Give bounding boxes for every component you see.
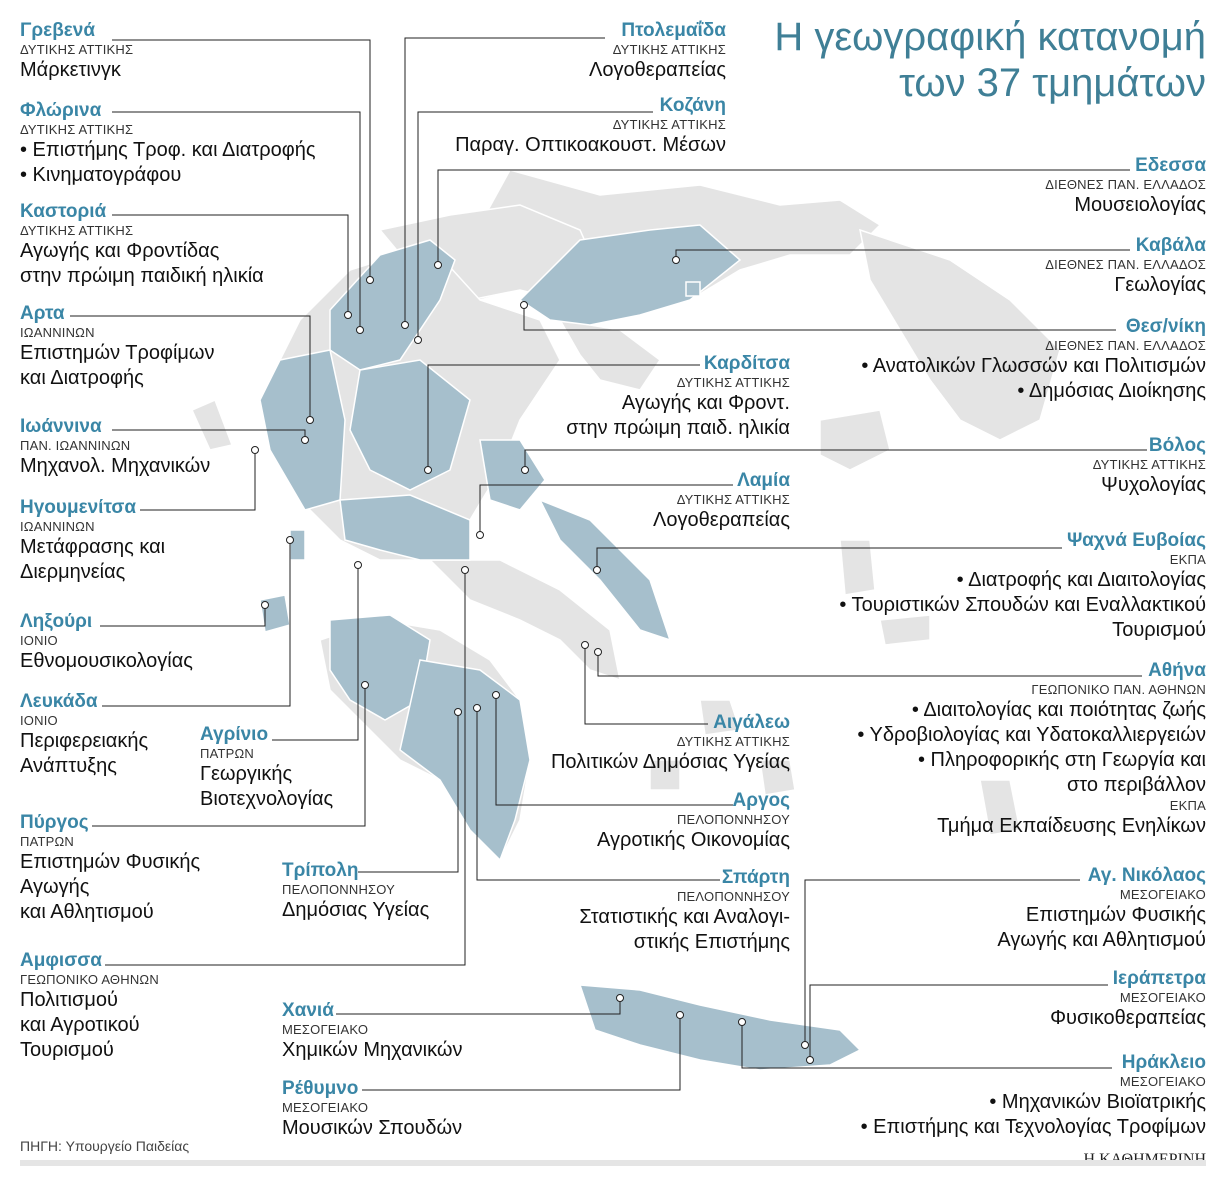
city-label	[786, 435, 1206, 498]
city-label	[370, 790, 790, 853]
university-name: ΔΙΕΘΝΕΣ ΠΑΝ. ΕΛΛΑΔΟΣ	[1045, 177, 1206, 192]
university-name: ΠΕΛΟΠΟΝΝΗΣΟΥ	[282, 882, 396, 897]
city-name: Λευκάδα	[20, 691, 98, 712]
university-name: ΠΑΤΡΩΝ	[200, 746, 255, 761]
city-name: Τρίπολη	[282, 860, 359, 881]
city-name: Αθήνα	[1148, 660, 1206, 681]
city-label	[20, 201, 380, 289]
department-line: Μετάφρασης και	[20, 536, 166, 558]
department-line: • Τουριστικών Σπουδών και Εναλλακτικού	[839, 594, 1206, 616]
city-label	[786, 865, 1206, 953]
department-line: • Δημόσιας Διοίκησης	[1017, 380, 1206, 402]
department-line: Χημικών Μηχανικών	[282, 1039, 463, 1061]
department-line: Επιστημών Φυσικής	[20, 851, 201, 873]
department-line: στο περιβάλλον	[1066, 774, 1206, 796]
department-line: Πολιτισμού	[20, 989, 118, 1011]
university-name: ΙΟΝΙΟ	[20, 713, 58, 728]
city-marker	[435, 262, 442, 269]
department-line: Επιστημών Φυσικής	[1025, 904, 1206, 926]
city-label	[786, 155, 1206, 218]
city-name: Καρδίτσα	[703, 353, 790, 374]
city-label	[786, 660, 1206, 839]
department-line: Τουρισμού	[20, 1039, 114, 1061]
city-name: Αργος	[732, 790, 790, 811]
university-name: ΠΕΛΟΠΟΝΝΗΣΟΥ	[676, 889, 790, 904]
department-line: • Ανατολικών Γλωσσών και Πολιτισμών	[861, 355, 1206, 377]
city-label	[306, 95, 726, 158]
department-line: Τμήμα Εκπαίδευσης Ενηλίκων	[937, 815, 1206, 837]
university-name: ΜΕΣΟΓΕΙΑΚΟ	[1119, 887, 1206, 902]
university-name: ΠΑΤΡΩΝ	[20, 834, 75, 849]
city-name: Θεσ/νίκη	[1125, 316, 1206, 337]
university-name: ΜΕΣΟΓΕΙΑΚΟ	[282, 1100, 369, 1115]
city-label	[370, 353, 790, 441]
city-marker	[739, 1019, 746, 1026]
university-name: ΜΕΣΟΓΕΙΑΚΟ	[1119, 990, 1206, 1005]
city-label	[306, 20, 726, 83]
city-name: Αιγάλεω	[713, 712, 790, 733]
city-name: Ηράκλειο	[1121, 1052, 1206, 1073]
city-name: Σπάρτη	[721, 867, 790, 888]
city-name: Αγ. Νικόλαος	[1087, 865, 1206, 886]
university-name: ΙΟΝΙΟ	[20, 633, 58, 648]
city-name: Ληξούρι	[20, 611, 93, 632]
city-name: Καβάλα	[1135, 235, 1206, 256]
city-name: Ιωάννινα	[20, 416, 102, 437]
city-label	[370, 867, 790, 955]
city-name: Ρέθυμνο	[282, 1078, 359, 1099]
city-label	[786, 316, 1206, 404]
city-name: Βόλος	[1148, 435, 1206, 456]
department-line: Φυσικοθεραπείας	[1050, 1007, 1206, 1029]
department-line: • Διαιτολογίας και ποιότητας ζωής	[911, 699, 1206, 721]
city-marker	[262, 602, 269, 609]
city-name: Πτολεμαΐδα	[621, 20, 726, 41]
department-line: και Αγροτικού	[20, 1014, 140, 1036]
city-name: Ιεράπετρα	[1112, 968, 1206, 989]
department-line: και Αθλητισμού	[20, 901, 154, 923]
city-label	[20, 416, 380, 479]
city-marker	[474, 705, 481, 712]
department-line: • Μηχανικών Βιοϊατρικής	[989, 1091, 1206, 1113]
university-name: ΠΑΝ. ΙΩΑΝΝΙΝΩΝ	[20, 438, 131, 453]
department-line: στην πρώιμη παιδική ηλικία	[20, 265, 264, 287]
city-marker	[521, 302, 528, 309]
university-name: ΓΕΩΠΟΝΙΚΟ ΑΘΗΝΩΝ	[20, 972, 159, 987]
department-line: Αγροτικής Οικονομίας	[596, 829, 790, 851]
city-name: Φλώρινα	[20, 100, 102, 121]
department-line: Εθνομουσικολογίας	[20, 650, 193, 672]
university-name: ΔΥΤΙΚΗΣ ΑΤΤΙΚΗΣ	[20, 122, 134, 137]
department-line: Μουσειολογίας	[1074, 194, 1206, 216]
department-line: Επιστημών Τροφίμων	[20, 342, 215, 364]
city-name: Εδεσσα	[1135, 155, 1206, 176]
department-line: Λογοθεραπείας	[653, 509, 790, 531]
title-line-2: των 37 τμημάτων	[899, 61, 1206, 105]
city-marker	[493, 692, 500, 699]
department-line: Αγωγής και Φροντίδας	[20, 240, 220, 262]
city-name: Αγρίνιο	[200, 724, 269, 745]
university-name: ΔΥΤΙΚΗΣ ΑΤΤΙΚΗΣ	[676, 734, 790, 749]
city-marker	[362, 682, 369, 689]
city-label	[370, 712, 790, 775]
city-marker	[415, 337, 422, 344]
department-line: • Διατροφής και Διαιτολογίας	[956, 569, 1206, 591]
university-name: ΔΙΕΘΝΕΣ ΠΑΝ. ΕΛΛΑΔΟΣ	[1045, 257, 1206, 272]
city-label	[20, 497, 380, 585]
university-name: ΕΚΠΑ	[1169, 798, 1206, 813]
city-name: Γρεβενά	[20, 20, 96, 41]
university-name: ΔΥΤΙΚΗΣ ΑΤΤΙΚΗΣ	[1092, 457, 1206, 472]
university-name: ΕΚΠΑ	[1169, 552, 1206, 567]
department-line: Ανάπτυξης	[20, 755, 117, 777]
department-line: Γεωργικής	[200, 763, 293, 785]
map-title	[774, 14, 1206, 106]
university-name: ΔΙΕΘΝΕΣ ΠΑΝ. ΕΛΛΑΔΟΣ	[1045, 338, 1206, 353]
city-name: Αμφισσα	[20, 950, 102, 971]
department-line: • Πληροφορικής στη Γεωργία και	[917, 749, 1206, 771]
university-name: ΓΕΩΠΟΝΙΚΟ ΠΑΝ. ΑΘΗΝΩΝ	[1031, 682, 1206, 697]
department-line: Στατιστικής και Αναλογι-	[579, 906, 790, 928]
city-marker	[594, 567, 601, 574]
department-line: Αγωγής και Φροντ.	[621, 392, 790, 414]
footer-bar	[20, 1160, 1206, 1166]
city-label	[282, 1078, 642, 1141]
department-line: Αγωγής	[20, 876, 90, 898]
department-line: Μουσικών Σπουδών	[282, 1117, 463, 1139]
department-line: στικής Επιστήμης	[633, 931, 790, 953]
city-marker	[673, 257, 680, 264]
department-line: και Διατροφής	[20, 367, 144, 389]
source-note: ΠΗΓΗ: Υπουργείο Παιδείας	[20, 1138, 190, 1154]
city-label	[786, 1052, 1206, 1140]
department-line: Δημόσιας Υγείας	[282, 899, 430, 921]
city-name: Ψαχνά Ευβοίας	[1067, 530, 1206, 551]
city-marker	[677, 1012, 684, 1019]
department-line: Λογοθεραπείας	[589, 59, 726, 81]
city-name: Καστοριά	[20, 201, 107, 222]
department-line: Μάρκετινγκ	[20, 59, 121, 81]
department-line: Τουρισμού	[1112, 619, 1206, 641]
department-line: • Επιστήμης Τροφ. και Διατροφής	[20, 139, 316, 161]
university-name: ΙΩΑΝΝΙΝΩΝ	[20, 519, 95, 534]
department-line: Περιφερειακής	[20, 730, 149, 752]
university-name: ΔΥΤΙΚΗΣ ΑΤΤΙΚΗΣ	[612, 117, 726, 132]
department-line: • Υδροβιολογίας και Υδατοκαλλιεργειών	[857, 724, 1206, 746]
city-marker	[402, 322, 409, 329]
university-name: ΔΥΤΙΚΗΣ ΑΤΤΙΚΗΣ	[676, 492, 790, 507]
city-name: Λαμία	[737, 470, 790, 491]
city-name: Πύργος	[20, 812, 89, 833]
department-line: Βιοτεχνολογίας	[200, 788, 334, 810]
city-label	[786, 968, 1206, 1031]
department-line: στην πρώιμη παιδ. ηλικία	[566, 417, 790, 439]
city-label	[786, 235, 1206, 298]
department-line: Ψυχολογίας	[1101, 474, 1206, 496]
department-line: • Επιστήμης και Τεχνολογίας Τροφίμων	[860, 1116, 1206, 1138]
city-marker	[595, 649, 602, 656]
department-line: Παραγ. Οπτικοακουστ. Μέσων	[455, 134, 726, 156]
city-label	[282, 1000, 642, 1063]
university-name: ΔΥΤΙΚΗΣ ΑΤΤΙΚΗΣ	[612, 42, 726, 57]
city-name: Κοζάνη	[659, 95, 726, 116]
university-name: ΜΕΣΟΓΕΙΑΚΟ	[1119, 1074, 1206, 1089]
city-marker	[582, 642, 589, 649]
city-label	[370, 470, 790, 533]
department-line: Μηχανολ. Μηχανικών	[20, 455, 211, 477]
city-label	[20, 611, 380, 674]
department-line: Πολιτικών Δημόσιας Υγείας	[550, 751, 790, 773]
city-marker	[462, 567, 469, 574]
university-name: ΔΥΤΙΚΗΣ ΑΤΤΙΚΗΣ	[676, 375, 790, 390]
city-label	[786, 530, 1206, 643]
university-name: ΔΥΤΙΚΗΣ ΑΤΤΙΚΗΣ	[20, 42, 134, 57]
title-line-1: Η γεωγραφική κατανομή	[774, 15, 1206, 59]
university-name: ΠΕΛΟΠΟΝΝΗΣΟΥ	[676, 812, 790, 827]
department-line: Αγωγής και Αθλητισμού	[997, 929, 1206, 951]
city-marker	[802, 1042, 809, 1049]
department-line: Διερμηνείας	[20, 561, 126, 583]
region-thasos	[686, 282, 700, 296]
university-name: ΙΩΑΝΝΙΝΩΝ	[20, 325, 95, 340]
university-name: ΜΕΣΟΓΕΙΑΚΟ	[282, 1022, 369, 1037]
city-name: Χανιά	[282, 1000, 334, 1021]
department-line: Γεωλογίας	[1114, 274, 1206, 296]
city-name: Αρτα	[20, 303, 65, 324]
city-label	[20, 303, 380, 391]
city-name: Ηγουμενίτσα	[20, 497, 137, 518]
university-name: ΔΥΤΙΚΗΣ ΑΤΤΙΚΗΣ	[20, 223, 134, 238]
department-line: • Κινηματογράφου	[20, 164, 182, 186]
